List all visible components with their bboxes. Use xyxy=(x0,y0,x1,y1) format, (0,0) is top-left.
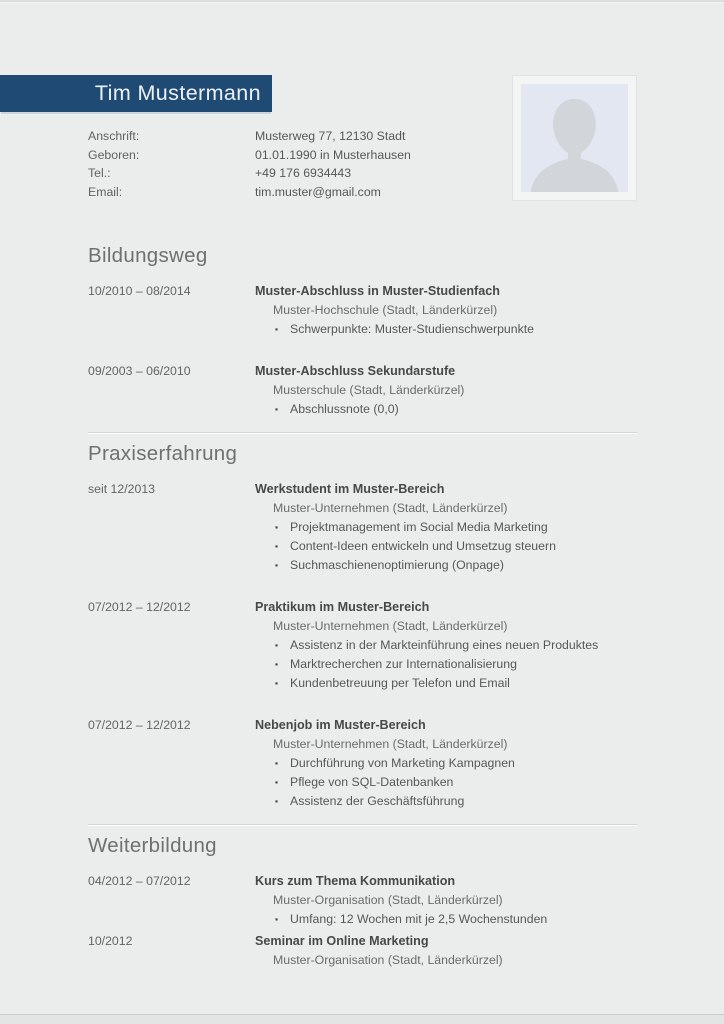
entry-bullet xyxy=(275,773,637,792)
person-name: Tim Mustermann xyxy=(94,81,261,105)
entry-title: Nebenjob im Muster-Bereich xyxy=(255,718,426,732)
section-divider xyxy=(88,432,637,433)
cv-entry xyxy=(88,598,637,693)
contact-row-address xyxy=(88,127,508,146)
section-title: Bildungsweg xyxy=(88,244,208,267)
cv-entry xyxy=(88,362,637,419)
contact-info xyxy=(88,127,508,201)
section-divider xyxy=(88,824,637,825)
entry-date-range: 10/2010 – 08/2014 xyxy=(88,284,191,298)
cv-entry xyxy=(88,716,637,811)
bullet-text: Umfang: 12 Wochen mit je 2,5 Wochenstunden xyxy=(290,912,548,926)
entry-date-range: 07/2012 – 12/2012 xyxy=(88,718,191,732)
bullet-square-icon: ▪ xyxy=(275,777,279,787)
bullet-square-icon: ▪ xyxy=(275,522,279,532)
entry-title: Muster-Abschluss in Muster-Studienfach xyxy=(255,284,500,298)
entry-organization: Muster-Organisation (Stadt, Länderkürzel) xyxy=(273,953,503,967)
entry-bullet xyxy=(275,537,637,556)
bullet-text: Projektmanagement im Social Media Marketing xyxy=(290,520,548,534)
cv-section xyxy=(88,432,637,811)
entry-content xyxy=(255,716,637,811)
photo-area xyxy=(521,84,628,192)
entry-bullet xyxy=(275,655,637,674)
entry-bullet xyxy=(275,792,637,811)
entry-organization: Muster-Unternehmen (Stadt, Länderkürzel) xyxy=(273,737,508,751)
name-banner xyxy=(0,75,272,112)
contact-label: Email: xyxy=(88,184,123,199)
entry-content xyxy=(255,932,637,970)
contact-label: Geboren: xyxy=(88,147,140,162)
entry-content xyxy=(255,362,637,419)
entry-organization: Muster-Unternehmen (Stadt, Länderkürzel) xyxy=(273,619,508,633)
bullet-text: Pflege von SQL-Datenbanken xyxy=(290,775,454,789)
person-silhouette-icon xyxy=(521,84,628,192)
contact-label: Tel.: xyxy=(88,166,111,181)
entry-organization: Musterschule (Stadt, Länderkürzel) xyxy=(273,383,465,397)
contact-value: 01.01.1990 in Musterhausen xyxy=(255,147,411,162)
bullet-text: Abschlussnote (0,0) xyxy=(290,402,399,416)
entry-organization: Muster-Unternehmen (Stadt, Länderkürzel) xyxy=(273,501,508,515)
entry-bullet xyxy=(275,754,637,773)
section-title: Weiterbildung xyxy=(88,834,217,857)
cv-entry xyxy=(88,480,637,575)
entry-title: Werkstudent im Muster-Bereich xyxy=(255,482,445,496)
entry-title: Seminar im Online Marketing xyxy=(255,934,429,948)
entry-bullet xyxy=(275,320,637,339)
entry-date-range: 04/2012 – 07/2012 xyxy=(88,874,191,888)
cv-entry xyxy=(88,282,637,339)
entry-content xyxy=(255,872,637,929)
entry-bullet xyxy=(275,674,637,693)
entry-bullet xyxy=(275,636,637,655)
bullet-text: Suchmaschienenoptimierung (Onpage) xyxy=(290,558,504,572)
cv-entry xyxy=(88,872,637,929)
entry-title: Praktikum im Muster-Bereich xyxy=(255,600,430,614)
entry-bullet xyxy=(275,400,637,419)
contact-value: Musterweg 77, 12130 Stadt xyxy=(255,129,406,143)
photo-placeholder xyxy=(512,75,637,201)
bullet-text: Durchführung von Marketing Kampagnen xyxy=(290,756,515,770)
bullet-text: Assistenz der Geschäftsführung xyxy=(290,794,465,808)
cv-body xyxy=(88,244,637,973)
entry-organization: Muster-Hochschule (Stadt, Länderkürzel) xyxy=(273,303,498,317)
bullet-text: Assistenz in der Markteinführung eines neuen Produktes xyxy=(290,638,599,652)
entry-date-range: 10/2012 xyxy=(88,934,133,948)
contact-value: +49 176 6934443 xyxy=(255,166,352,181)
entry-content xyxy=(255,480,637,575)
bullet-square-icon: ▪ xyxy=(275,796,279,806)
bullet-square-icon: ▪ xyxy=(275,914,279,924)
contact-row-phone xyxy=(88,164,508,183)
entry-bullet xyxy=(275,518,637,537)
cv-section xyxy=(88,244,637,419)
section-entries xyxy=(88,282,637,419)
bullet-square-icon: ▪ xyxy=(275,560,279,570)
entry-content xyxy=(255,282,637,339)
contact-row-birth xyxy=(88,146,508,165)
section-entries xyxy=(88,480,637,811)
entry-bullet-list xyxy=(275,518,637,575)
entry-bullet-list xyxy=(275,320,637,339)
bullet-square-icon: ▪ xyxy=(275,541,279,551)
bullet-square-icon: ▪ xyxy=(275,404,279,414)
page-top-edge xyxy=(0,0,724,3)
entry-title: Kurs zum Thema Kommunikation xyxy=(255,874,456,888)
bullet-square-icon: ▪ xyxy=(275,659,279,669)
entry-bullet-list xyxy=(275,754,637,811)
bullet-square-icon: ▪ xyxy=(275,640,279,650)
page-bottom-edge xyxy=(0,1014,724,1024)
entry-content xyxy=(255,598,637,693)
entry-bullet xyxy=(275,910,637,929)
bullet-text: Kundenbetreuung per Telefon und Email xyxy=(290,676,510,690)
cv-section xyxy=(88,824,637,970)
entry-bullet xyxy=(275,556,637,575)
entry-bullet-list xyxy=(275,400,637,419)
bullet-square-icon: ▪ xyxy=(275,324,279,334)
entry-bullet-list xyxy=(275,636,637,693)
bullet-text: Marktrecherchen zur Internationalisierung xyxy=(290,657,517,671)
bullet-text: Content-Ideen entwickeln und Umsetzug steuern xyxy=(290,539,556,553)
entry-title: Muster-Abschluss Sekundarstufe xyxy=(255,364,456,378)
bullet-square-icon: ▪ xyxy=(275,678,279,688)
entry-date-range: 07/2012 – 12/2012 xyxy=(88,600,191,614)
bullet-text: Schwerpunkte: Muster-Studienschwerpunkte xyxy=(290,322,535,336)
contact-label: Anschrift: xyxy=(88,129,140,143)
entry-date-range: seit 12/2013 xyxy=(88,482,156,496)
entry-date-range: 09/2003 – 06/2010 xyxy=(88,364,191,378)
contact-row-email xyxy=(88,183,508,202)
bullet-square-icon: ▪ xyxy=(275,758,279,768)
cv-entry xyxy=(88,932,637,970)
entry-organization: Muster-Organisation (Stadt, Länderkürzel) xyxy=(273,893,503,907)
contact-value: tim.muster@gmail.com xyxy=(255,184,381,199)
section-title: Praxiserfahrung xyxy=(88,442,238,465)
section-entries xyxy=(88,872,637,970)
entry-bullet-list xyxy=(275,910,637,929)
